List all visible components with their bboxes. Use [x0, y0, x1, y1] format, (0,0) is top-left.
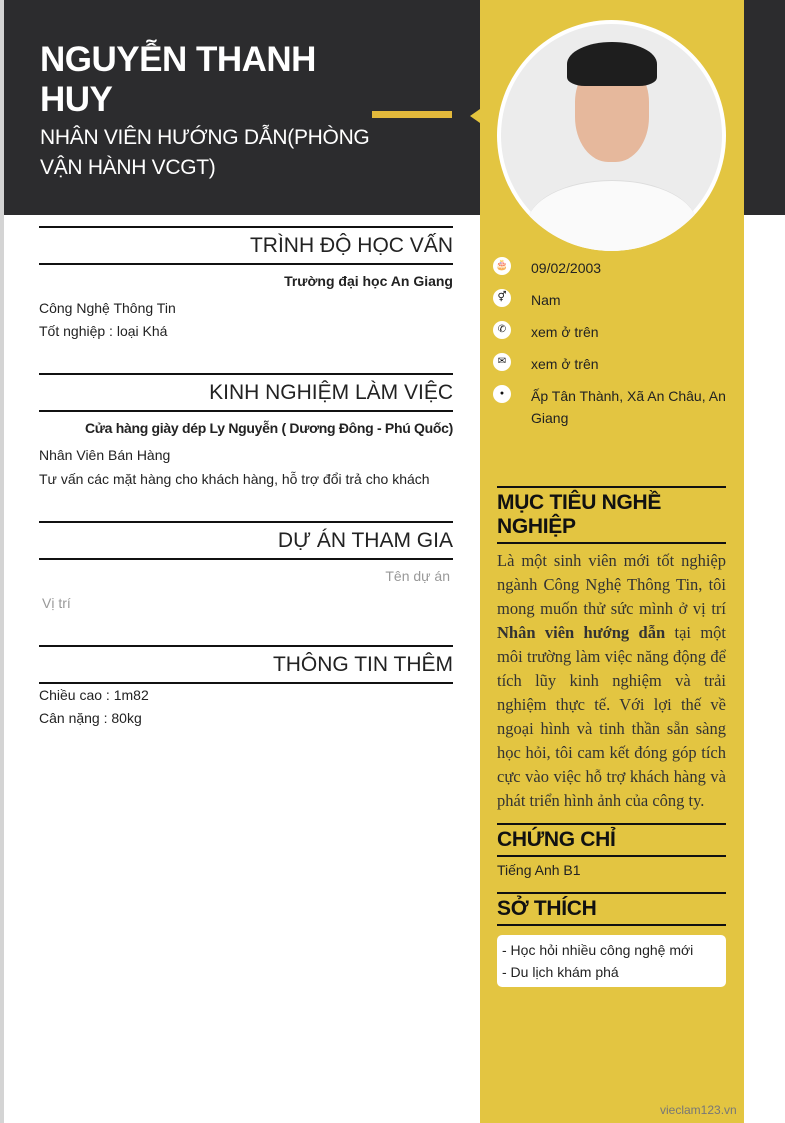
contact-gender: ⚥ Nam — [493, 289, 733, 311]
certificates-heading: CHỨNG CHỈ — [497, 823, 726, 857]
certificate-item: Tiếng Anh B1 — [497, 862, 581, 878]
watermark: vieclam123.vn — [660, 1103, 737, 1117]
birthday-cake-icon: 🎂 — [493, 257, 511, 275]
right-sections — [497, 486, 726, 987]
experience-heading: KINH NGHIỆM LÀM VIỆC — [39, 373, 453, 412]
phone-icon: ✆ — [493, 321, 511, 339]
additional-weight: Cân nặng : 80kg — [39, 710, 142, 726]
location-pin-icon: ● — [493, 385, 511, 403]
experience-description: Tư vấn các mặt hàng cho khách hàng, hỗ trợ đổi trả cho khách — [39, 471, 430, 487]
experience-company: Cửa hàng giày dép Ly Nguyễn ( Dương Đông - Phú Quốc) — [85, 420, 453, 436]
envelope-icon: ✉ — [493, 353, 511, 371]
gender-icon: ⚥ — [493, 289, 511, 307]
profile-photo — [497, 20, 726, 251]
contact-birthday: 🎂 09/02/2003 — [493, 257, 733, 279]
project-name-field[interactable]: Tên dự án — [385, 568, 450, 584]
experience-position: Nhân Viên Bán Hàng — [39, 447, 171, 463]
accent-triangle — [470, 109, 480, 123]
candidate-name: NGUYỄN THANH HUY — [40, 40, 316, 119]
education-grade: Tốt nghiệp : loại Khá — [39, 323, 168, 339]
hobbies-heading: SỞ THÍCH — [497, 892, 726, 926]
contact-email: ✉ xem ở trên — [493, 353, 733, 375]
objective-text: Là một sinh viên mới tốt nghiệp ngành Công Nghệ Thông Tin, tôi mong muốn thử sức mình ở vị trí Nhân viên hướng dẫn tại một môi trường làm việc năng động để tích lũy kinh nghiệm và trải nghiệm thực tế. Với lợi thế về ngoại hình và tinh thần sẵn sàng học hỏi, tôi cam kết đóng góp tích cực vào việc hỗ trợ khách hàng và phát triển hình ảnh của công ty. — [497, 551, 726, 810]
hobby-item: - Du lịch khám phá — [502, 964, 619, 980]
additional-heading: THÔNG TIN THÊM — [39, 645, 453, 684]
education-heading: TRÌNH ĐỘ HỌC VẤN — [39, 226, 453, 265]
job-title: NHÂN VIÊN HƯỚNG DẪN(PHÒNG VẬN HÀNH VCGT) — [40, 126, 370, 179]
accent-bar — [372, 111, 452, 118]
objective-heading: MỤC TIÊU NGHỀ NGHIỆP — [497, 486, 726, 544]
header-text — [40, 40, 370, 210]
contact-list — [493, 257, 733, 439]
hobbies-box — [497, 935, 726, 987]
education-school: Trường đại học An Giang — [284, 273, 453, 289]
project-role-field[interactable]: Vị trí — [42, 595, 71, 611]
additional-height: Chiều cao : 1m82 — [39, 687, 149, 703]
contact-phone: ✆ xem ở trên — [493, 321, 733, 343]
projects-heading: DỰ ÁN THAM GIA — [39, 521, 453, 560]
contact-address: ● Ấp Tân Thành, Xã An Châu, An Giang — [493, 385, 733, 429]
left-sections — [39, 226, 453, 730]
hobby-item: - Học hỏi nhiều công nghệ mới — [502, 942, 694, 958]
education-major: Công Nghệ Thông Tin — [39, 300, 176, 316]
